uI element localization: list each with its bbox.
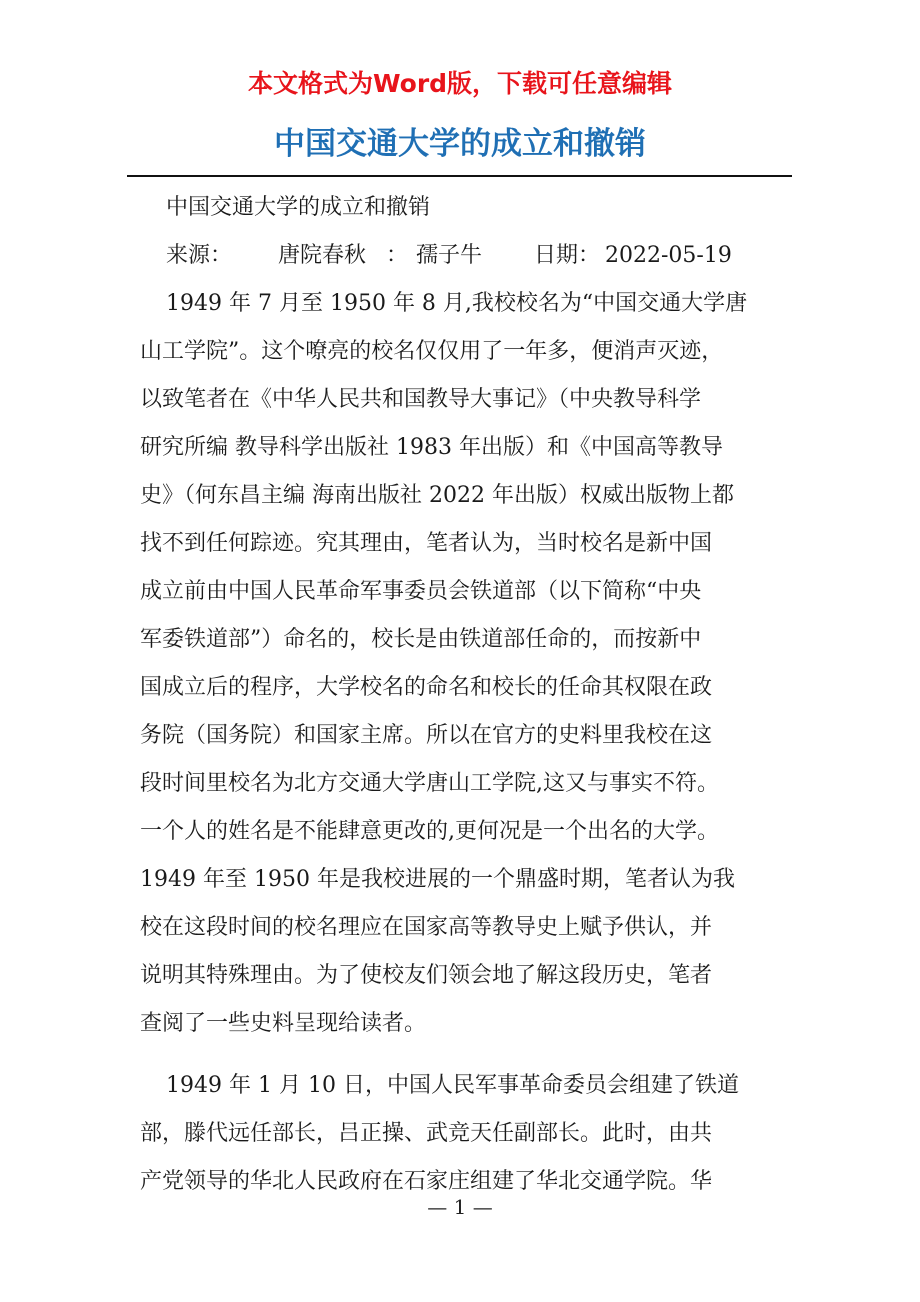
author-separator: ： (386, 243, 409, 268)
paragraph-line: 产党领导的华北人民政府在石家庄组建了华北交通学院。华 (140, 1169, 713, 1194)
article-meta (140, 232, 790, 280)
paragraph-line: 军委铁道部”）命名的，校长是由铁道部任命的，而按新中 (140, 627, 702, 652)
paragraph-line: 一个人的姓名是不能肆意更改的,更何况是一个出名的大学。 (140, 819, 719, 844)
paragraph-line: 部，滕代远任部长，吕正操、武竞天任副部长。此时，由共 (140, 1121, 713, 1146)
paragraph-line: 研究所编 教导科学出版社 1983 年出版）和《中国高等教导 (140, 435, 723, 460)
paragraph-line: 山工学院”。这个嘹亮的校名仅仅用了一年多，便消声灭迹， (140, 339, 724, 364)
paragraph-line: 国成立后的程序，大学校名的命名和校长的任命其权限在政 (140, 675, 713, 700)
paragraph-line: 段时间里校名为北方交通大学唐山工学院,这又与事实不符。 (140, 771, 719, 796)
paragraph-line: 务院（国务院）和国家主席。所以在官方的史料里我校在这 (140, 723, 713, 748)
paragraph-1 (140, 280, 790, 1048)
date-label: 日期： (534, 243, 601, 268)
paragraph-spacer (140, 1048, 790, 1062)
source-label: 来源： (166, 243, 233, 268)
page-number: — 1 — (427, 1195, 493, 1219)
paragraph-2 (140, 1062, 790, 1206)
paragraph-line: 成立前由中国人民革命军事委员会铁道部（以下简称“中央 (140, 579, 702, 604)
paragraph-line: 1949 年 1 月 10 日，中国人民军事革命委员会组建了铁道 (166, 1073, 739, 1098)
paragraph-line: 1949 年 7 月至 1950 年 8 月,我校校名为“中国交通大学唐 (166, 291, 748, 316)
paragraph-line: 史》（何东昌主编 海南出版社 2022 年出版）权威出版物上都 (140, 483, 734, 508)
document-body (140, 184, 790, 1206)
paragraph-line: 1949 年至 1950 年是我校进展的一个鼎盛时期，笔者认为我 (140, 867, 735, 892)
author-name: 孺子牛 (416, 243, 483, 268)
paragraph-line: 说明其特殊理由。为了使校友们领会地了解这段历史，笔者 (140, 963, 713, 988)
paragraph-line: 查阅了一些史料呈现给读者。 (140, 1011, 427, 1036)
date-value: 2022-05-19 (605, 243, 732, 268)
paragraph-line: 以致笔者在《中华人民共和国教导大事记》（中央教导科学 (140, 387, 702, 412)
document-title: 中国交通大学的成立和撤销 (274, 126, 646, 162)
article-subtitle: 中国交通大学的成立和撤销 (166, 195, 431, 220)
download-banner: 本文格式为Word版，下载可任意编辑 (247, 69, 673, 98)
title-divider (127, 175, 792, 177)
paragraph-line: 找不到任何踪迹。究其理由，笔者认为，当时校名是新中国 (140, 531, 713, 556)
source-value: 唐院春秋 (278, 243, 367, 268)
paragraph-line: 校在这段时间的校名理应在国家高等教导史上赋予供认，并 (140, 915, 713, 940)
